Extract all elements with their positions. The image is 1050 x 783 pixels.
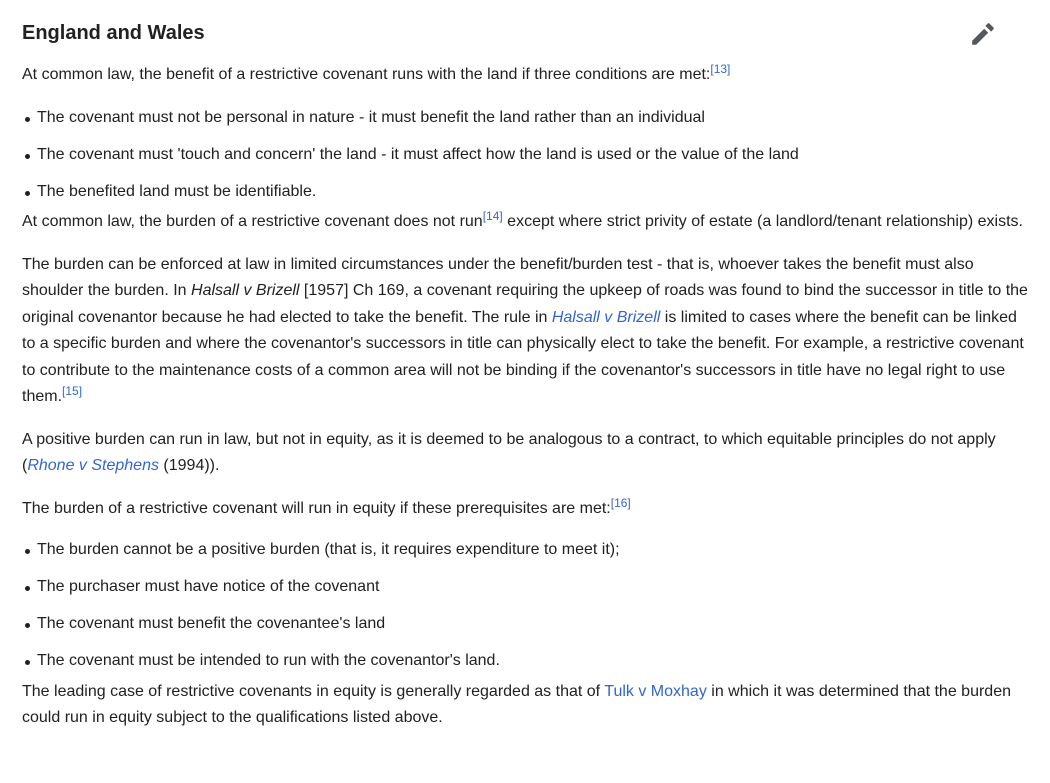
case-link-text: Rhone v Stephens (27, 457, 159, 474)
paragraph-burden-common-law (22, 209, 1028, 236)
reference-link-15[interactable]: [15] (62, 384, 83, 398)
paragraph-text: in which it was determined that the burden could run in equity subject to the qualifications listed above. (22, 682, 1011, 726)
paragraph-text: [1957] Ch 169, a covenant requiring the upkeep of roads was found to bind the successor in title to the original covenantor because he had elected to take the benefit. The rule in (22, 282, 1028, 326)
paragraph-text: At common law, the benefit of a restrictive covenant runs with the land if three conditions are met: (22, 66, 711, 83)
reference-link-13[interactable]: [13] (710, 62, 731, 76)
case-link-rhone-v-stephens[interactable] (27, 457, 159, 474)
reference-link-14[interactable]: [14] (482, 209, 503, 223)
case-link-tulk-v-moxhay[interactable]: Tulk v Moxhay (604, 682, 707, 700)
paragraph-text: The burden can be enforced at law in limited circumstances under the benefit/burden test - that is, whoever takes the benefit must also shoulder the burden. In (22, 255, 974, 299)
list-item: The covenant must not be personal in nature - it must benefit the land rather than an individual (37, 105, 1028, 132)
paragraph-equity-prerequisites (22, 496, 1028, 523)
section-heading-row (22, 0, 1028, 52)
section-title: England and Wales (22, 22, 205, 44)
paragraph-text: is limited to cases where the benefit can be linked to a specific burden and where the covenantor's successors in title can physically elect to take the benefit. For example, a restrictive covenant to contribute to the maintenance costs of a common area will not be binding if the covenantor's successors in title have no legal right to use them. (22, 308, 1024, 405)
case-link-text: Halsall v Brizell (551, 308, 661, 326)
paragraph-text: (1994)). (158, 457, 220, 474)
paragraph-benefit-burden-test (22, 252, 1028, 411)
reference-link-16[interactable]: [16] (610, 495, 631, 510)
paragraph-text: except where strict privity of estate (a landlord/tenant relationship) exists. (502, 213, 1023, 230)
pencil-icon[interactable] (971, 22, 995, 46)
list-item: The purchaser must have notice of the covenant (37, 574, 1028, 601)
list-item: The burden cannot be a positive burden (that is, it requires expenditure to meet it); (37, 537, 1028, 564)
list-item: The covenant must benefit the covenantee's land (37, 611, 1028, 638)
paragraph-benefit-common-law (22, 62, 1028, 89)
list-item: The covenant must 'touch and concern' the land - it must affect how the land is used or the value of the land (37, 142, 1028, 169)
paragraph-text: A positive burden can run in law, but not in equity, as it is deemed to be analogous to a contract, to which equitable principles do not apply ( (22, 430, 996, 474)
paragraph-positive-burden (22, 427, 1028, 480)
list-item: The benefited land must be identifiable. (37, 179, 1028, 206)
paragraph-text: The leading case of restrictive covenants in equity is generally regarded as that of (22, 682, 605, 700)
case-name-italic: Halsall v Brizell (191, 282, 300, 299)
paragraph-text: The burden of a restrictive covenant will run in equity if these prerequisites are met: (22, 499, 611, 517)
paragraph-text: At common law, the burden of a restrictive covenant does not run (22, 213, 483, 230)
paragraph-tulk-v-moxhay (22, 679, 1028, 732)
equity-prerequisites-list (22, 537, 1028, 675)
case-link-halsall-v-brizell[interactable] (552, 309, 660, 326)
list-item: The covenant must be intended to run with the covenantor's land. (37, 648, 1028, 675)
benefit-conditions-list (22, 105, 1028, 206)
